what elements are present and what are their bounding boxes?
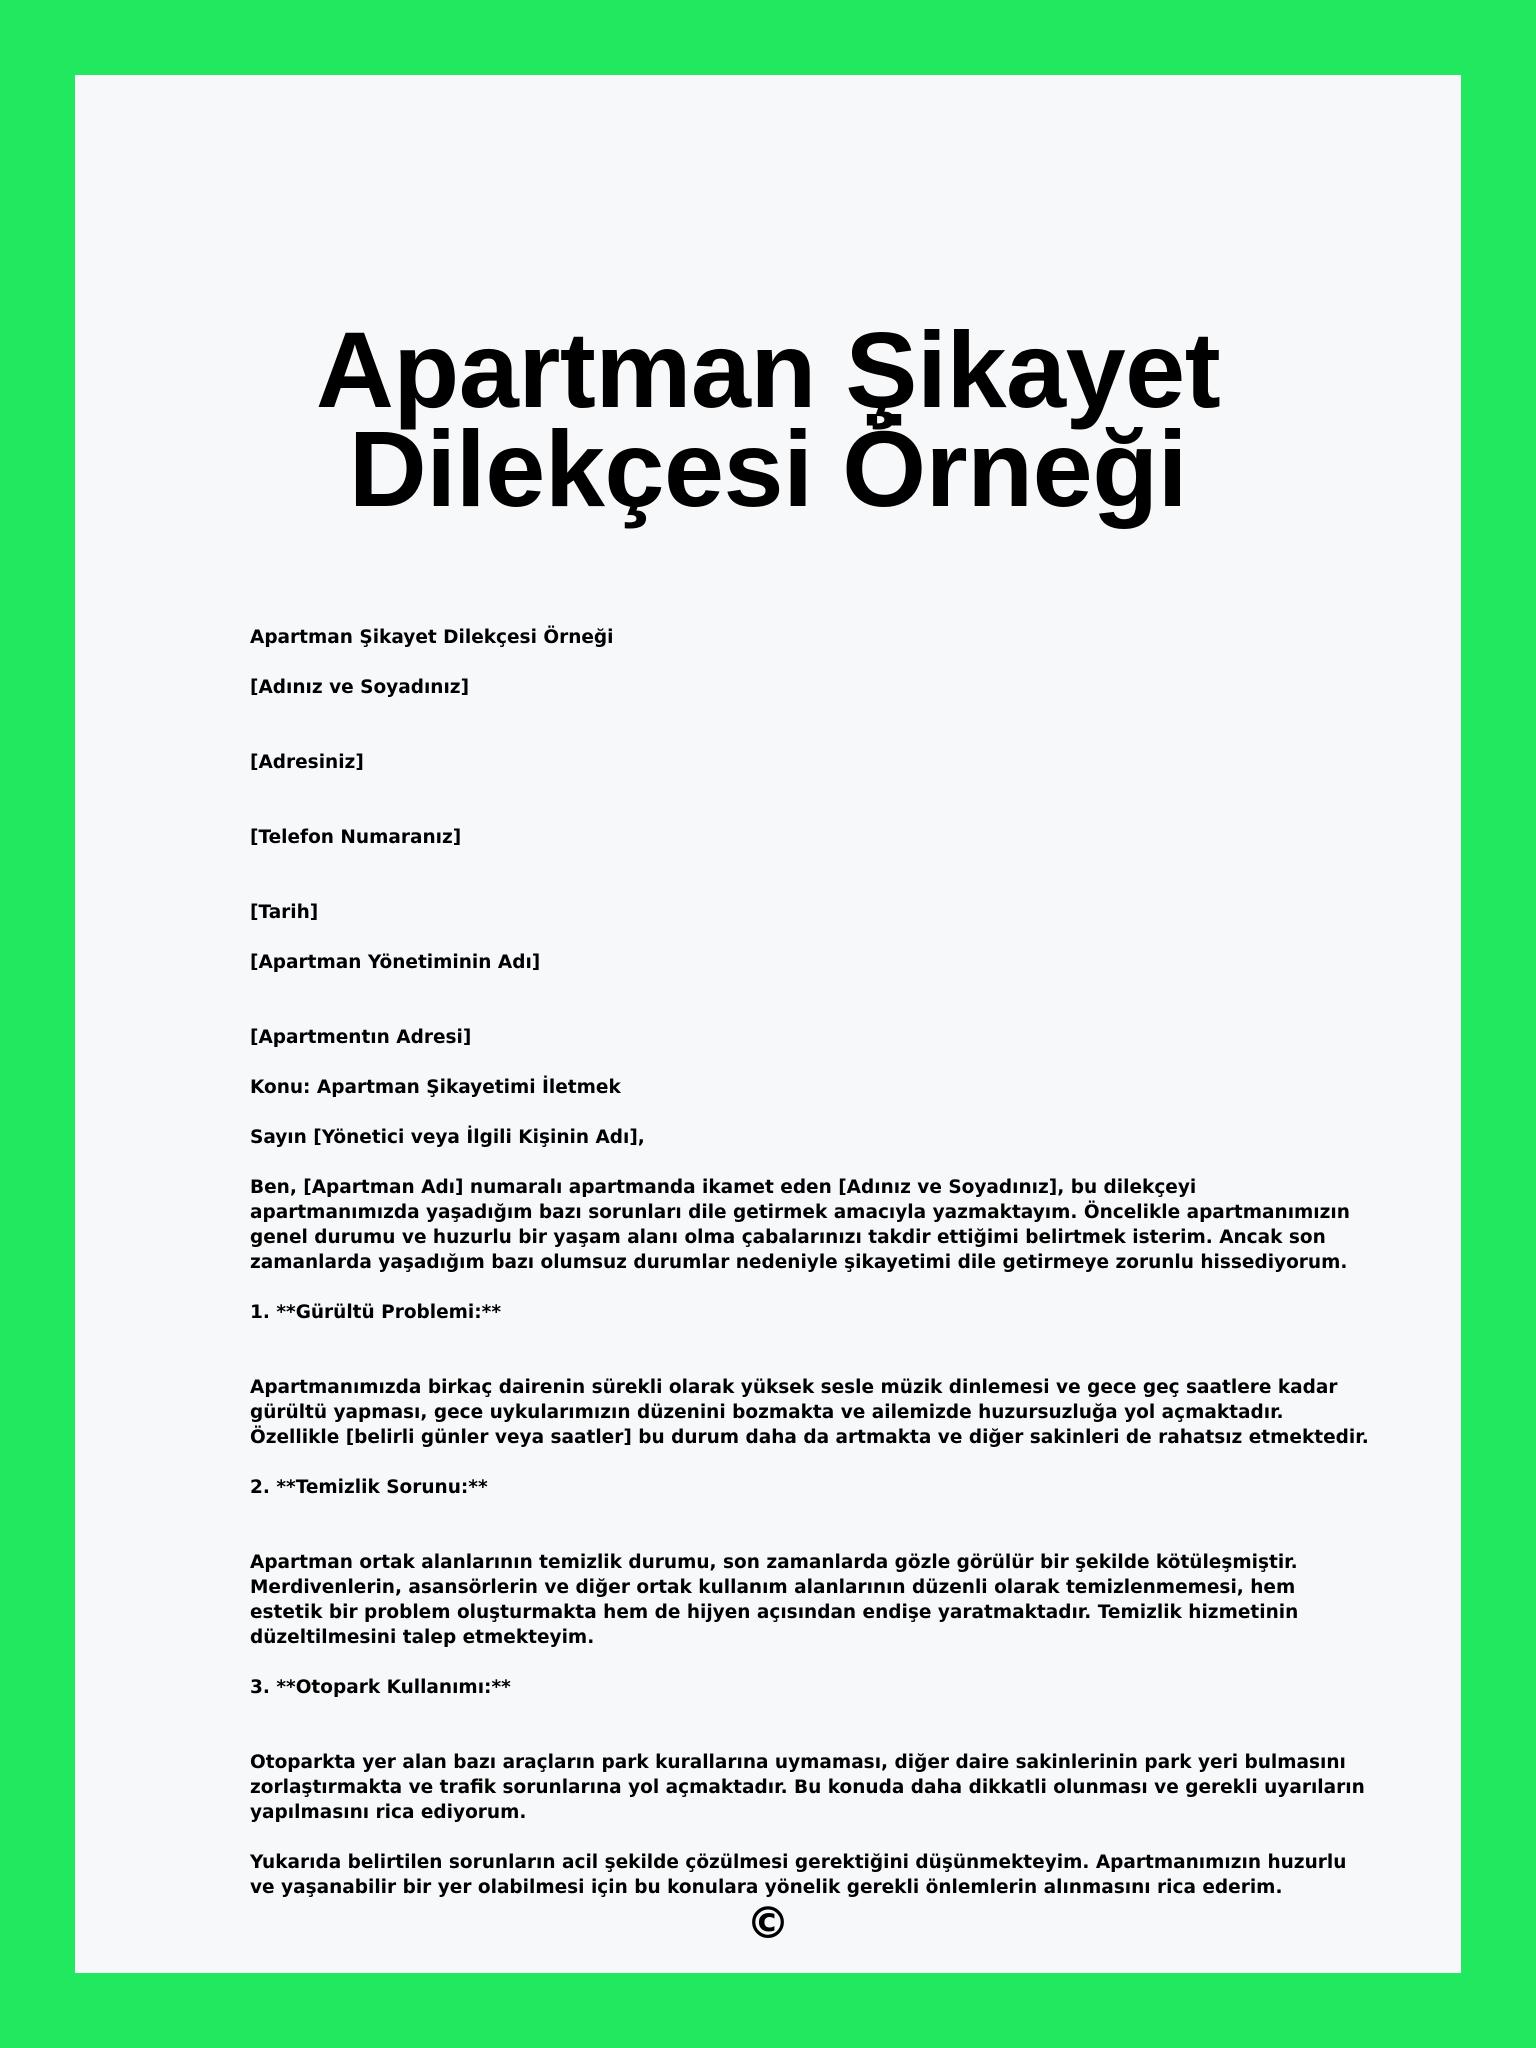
letter-intro-paragraph: Ben, [Apartman Adı] numaralı apartmanda ikamet eden [Adınız ve Soyadınız], bu dilekçeyi apartmanımızda yaşadığım bazı sorunları dile getirmek amacıyla yazmaktayım. Öncelikle apartmanımızın genel durumu ve huzurlu bir yaşam alanı olma çabalarınızı takdir ettiğimi belirtmek isterim. Ancak son zamanlarda yaşadığım bazı olumsuz durumlar nedeniyle şikayetimi dile getirmeye zorunlu hissediyorum.	[250, 1177, 1350, 1273]
letter-subject: Konu: Apartman Şikayetimi İletmek	[250, 1077, 621, 1098]
letter-body	[250, 625, 1370, 1900]
document-page	[75, 75, 1461, 1973]
recipient-address: [Apartmentın Adresi]	[250, 1027, 472, 1048]
letter-closing-paragraph: Yukarıda belirtilen sorunların acil şekilde çözülmesi gerektiğini düşünmekteyim. Apartmanımızın huzurlu ve yaşanabilir bir yer olabilmesi için bu konulara yönelik gerekli önlemlerin alınmasını rica ederim.	[250, 1852, 1347, 1898]
issue-heading: 3. **Otopark Kullanımı:**	[250, 1677, 511, 1698]
issue-heading: 2. **Temizlik Sorunu:**	[250, 1477, 488, 1498]
recipient-name: [Apartman Yönetiminin Adı]	[250, 952, 541, 973]
copyright-icon: ©	[746, 1898, 790, 1949]
issue-paragraph: Otoparkta yer alan bazı araçların park kurallarına uymaması, diğer daire sakinlerinin park yeri bulmasını zorlaştırmakta ve trafik sorunlarına yol açmaktadır. Bu konuda daha dikkatli olunması ve gerekli uyarıların yapılmasını rica ediyorum.	[250, 1752, 1365, 1823]
letter-salutation: Sayın [Yönetici veya İlgili Kişinin Adı],	[250, 1127, 645, 1148]
issue-heading: 1. **Gürültü Problemi:**	[250, 1302, 502, 1323]
sender-address: [Adresiniz]	[250, 752, 364, 773]
issue-paragraph: Apartman ortak alanlarının temizlik durumu, son zamanlarda gözle görülür bir şekilde kötüleşmiştir. Merdivenlerin, asansörlerin ve diğer ortak kullanım alanlarının düzenli olarak temizlenmemesi, hem estetik bir problem oluşturmakta hem de hijyen açısından endişe yaratmaktadır. Temizlik hizmetinin düzeltilmesini talep etmekteyim.	[250, 1552, 1299, 1648]
letter-date: [Tarih]	[250, 902, 319, 923]
sender-name: [Adınız ve Soyadınız]	[250, 677, 470, 698]
sender-phone: [Telefon Numaranız]	[250, 827, 462, 848]
letter-header-line: Apartman Şikayet Dilekçesi Örneği	[250, 627, 614, 648]
issue-paragraph: Apartmanımızda birkaç dairenin sürekli olarak yüksek sesle müzik dinlemesi ve gece geç saatlere kadar gürültü yapması, gece uykularımızın düzenini bozmakta ve ailemizde huzursuzluğa yol açmaktadır. Özellikle [belirli günler veya saatler] bu durum daha da artmakta ve diğer sakinleri de rahatsız etmektedir.	[250, 1377, 1369, 1448]
page-title: Apartman Şikayet Dilekçesi Örneği	[315, 309, 1221, 529]
